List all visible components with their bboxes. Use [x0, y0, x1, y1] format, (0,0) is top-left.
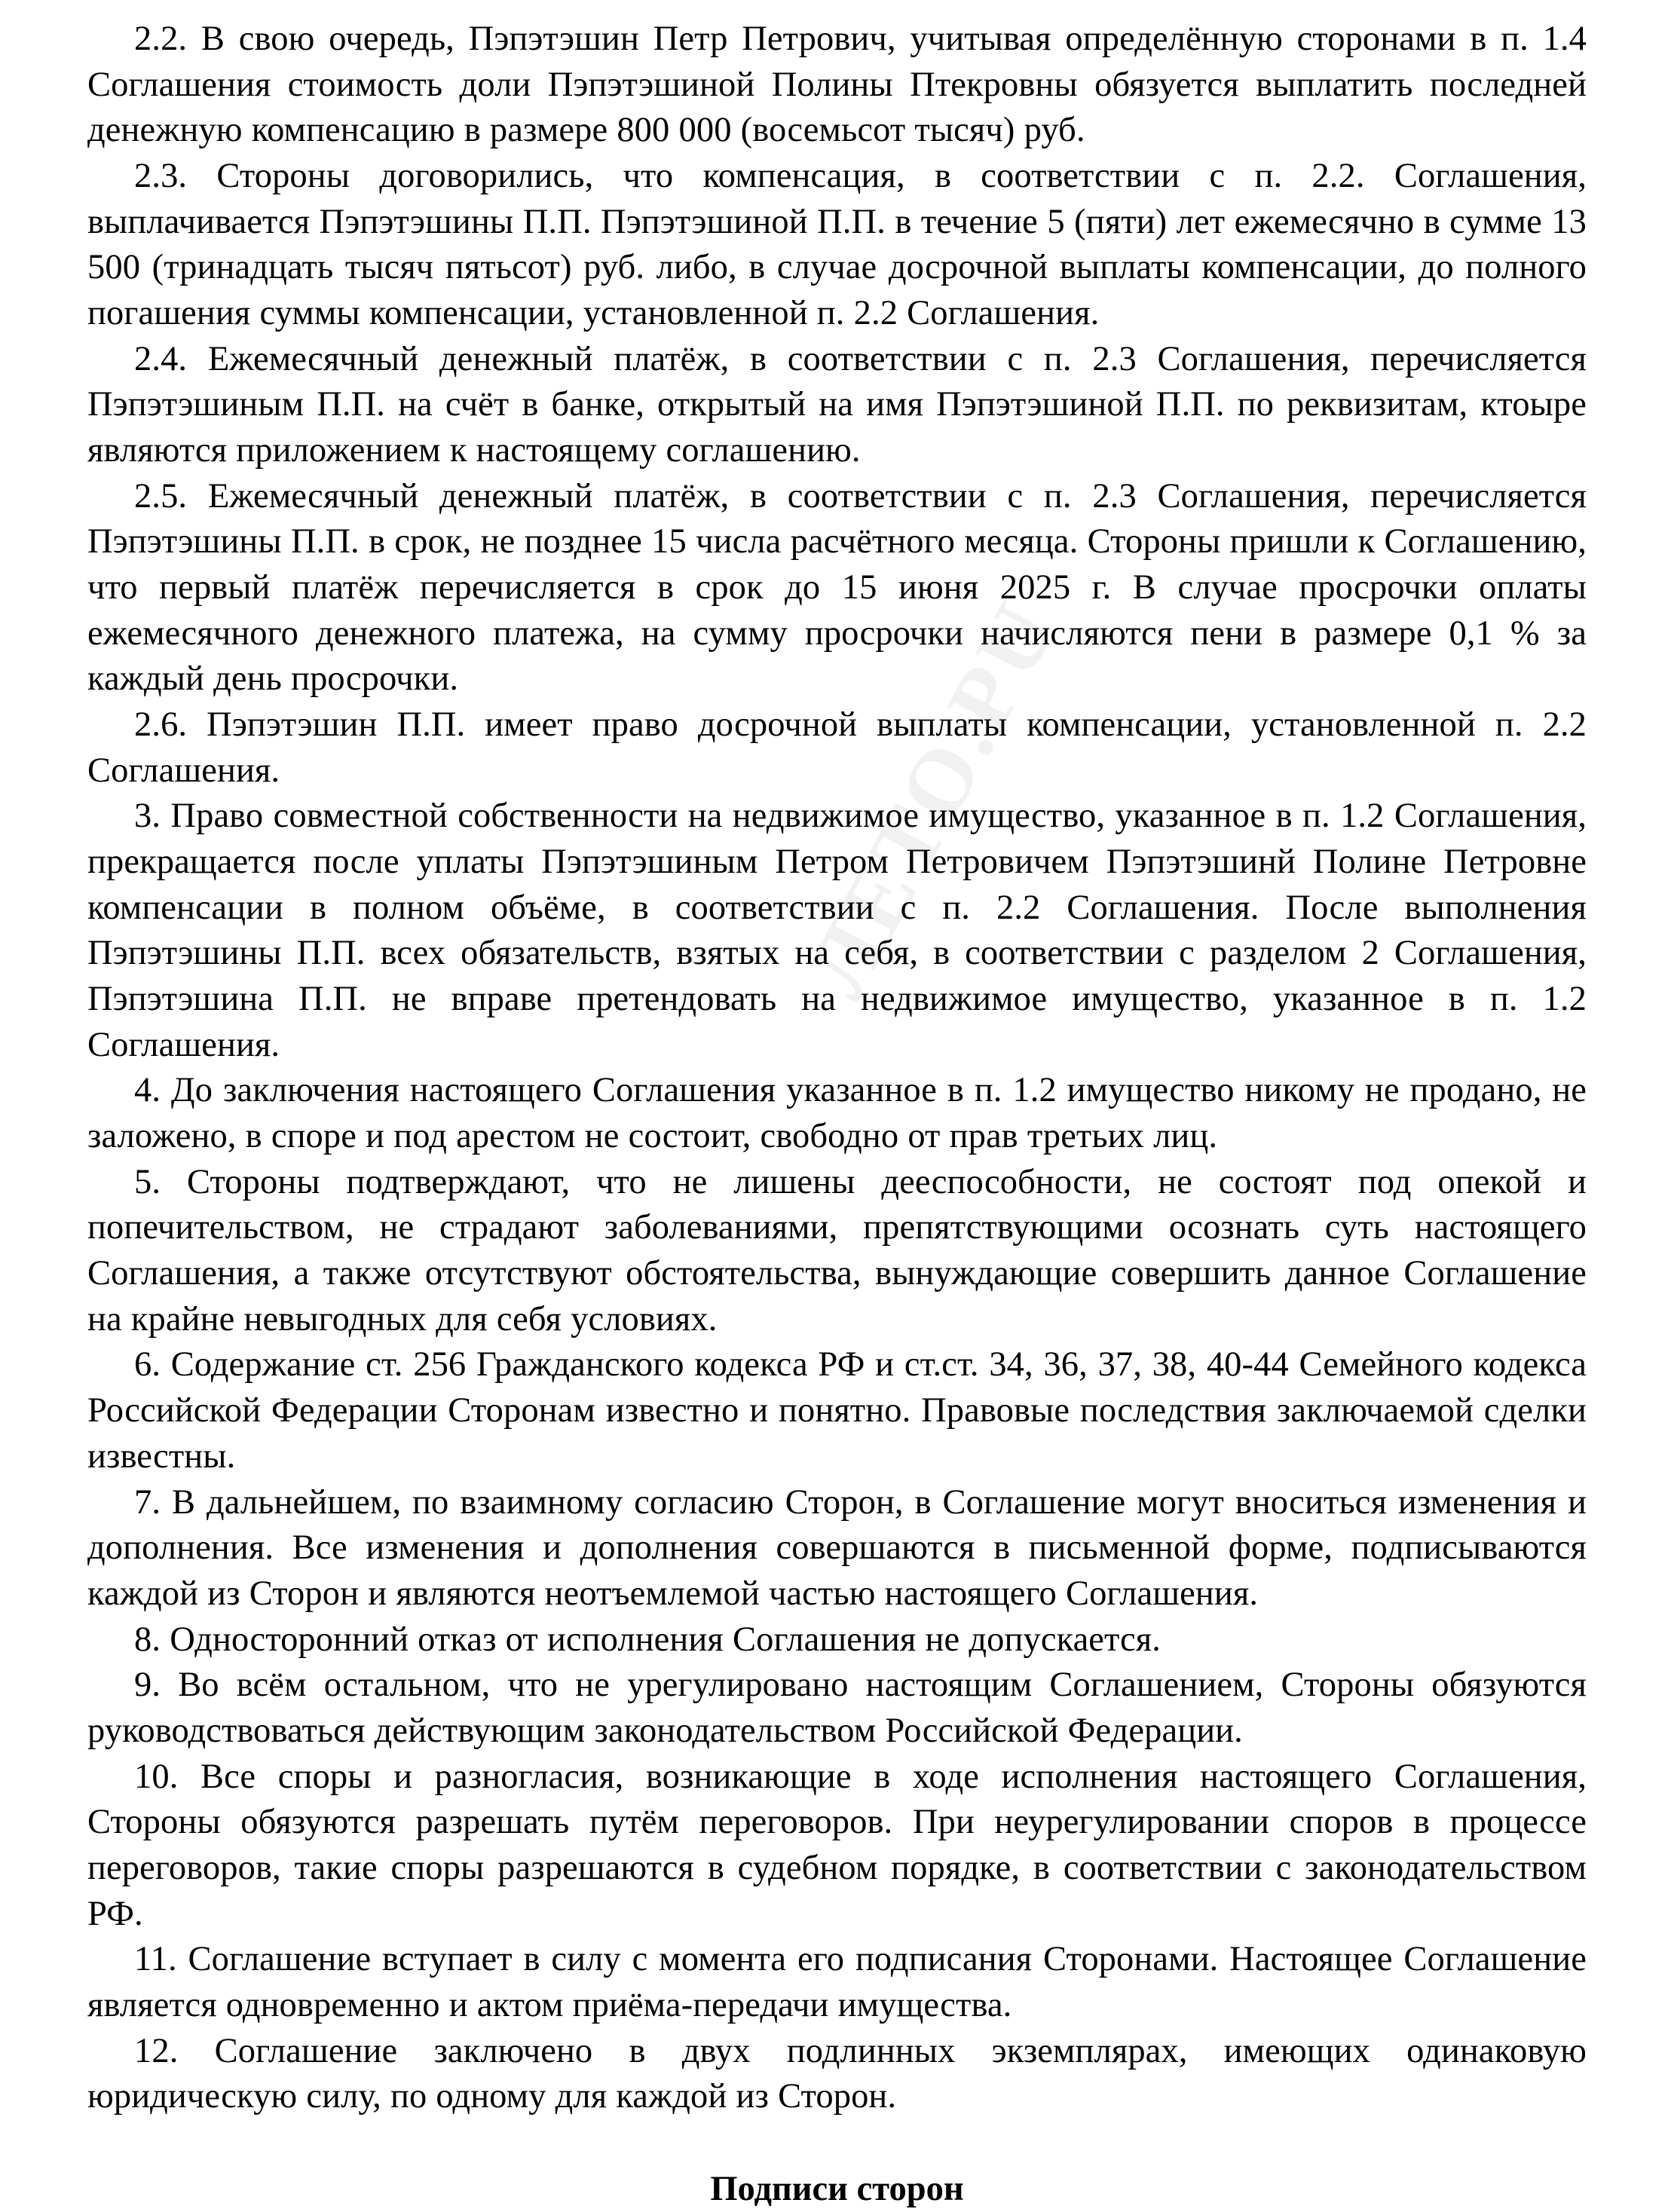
paragraph-2-2: 2.2. В свою очередь, Пэпэтэшин Петр Петрович, учитывая определённую сторонами в п. 1.4 Соглашения стоимость доли Пэпэтэшиной Полины Птекровны обязуется выплатить последней денежную компенсацию в размере 800 000 (восемьсот тысяч) руб. [87, 20, 1587, 150]
paragraph-8: 8. Односторонний отказ от исполнения Соглашения не допускается. [134, 1620, 1161, 1659]
paragraph-9: 9. Во всём остальном, что не урегулировано настоящим Соглашением, Стороны обязуются руководствоваться действующим законодательством Российской Федерации. [87, 1666, 1587, 1750]
paragraph-2-4: 2.4. Ежемесячный денежный платёж, в соответствии с п. 2.3 Соглашения, перечисляется Пэпэтэшиным П.П. на счёт в банке, открытый на имя Пэпэтэшиной П.П. по реквизитам, ктоыре являются приложением к настоящему соглашению. [87, 339, 1587, 470]
signatures-heading: Подписи сторон [710, 2169, 964, 2208]
watermark-text: ЛЕТО.РU [785, 583, 1077, 1013]
paragraph-4: 4. До заключения настоящего Соглашения указанное в п. 1.2 имущество никому не продано, не заложено, в споре и под арестом не состоит, свободно от прав третьих лиц. [87, 1071, 1587, 1156]
paragraph-6: 6. Содержание ст. 256 Гражданского кодекса РФ и ст.ст. 34, 36, 37, 38, 40-44 Семейного кодекса Российской Федерации Сторонам известно и понятно. Правовые последствия заключаемой сделки известны. [87, 1345, 1587, 1476]
paragraph-12: 12. Соглашение заключено в двух подлинных экземплярах, имеющих одинаковую юридическую силу, по одному для каждой из Сторон. [87, 2031, 1587, 2116]
paragraph-10: 10. Все споры и разногласия, возникающие в ходе исполнения настоящего Соглашения, Стороны обязуются разрешать путём переговоров. При неурегулировании споров в процессе переговоров, такие споры разрешаются в судебном порядке, в соответствии с законодательством РФ. [87, 1757, 1587, 1933]
paragraph-3: 3. Право совместной собственности на недвижимое имущество, указанное в п. 1.2 Соглашения, прекращается после уплаты Пэпэтэшиным Петром Петровичем Пэпэтэшинй Полине Петровне компенсации в полном объёме, в соответствии с п. 2.2 Соглашения. После выполнения Пэпэтэшины П.П. всех обязательств, взятых на себя, в соответствии с разделом 2 Соглашения, Пэпэтэшина П.П. не вправе претендовать на недвижимое имущество, указанное в п. 1.2 Соглашения. [87, 797, 1587, 1064]
paragraph-7: 7. В дальнейшем, по взаимному согласию Сторон, в Соглашение могут вноситься изменения и дополнения. Все изменения и дополнения совершаются в письменной форме, подписываются каждой из Сторон и являются неотъемлемой частью настоящего Соглашения. [87, 1482, 1587, 1613]
paragraph-2-5: 2.5. Ежемесячный денежный платёж, в соответствии с п. 2.3 Соглашения, перечисляется Пэпэтэшины П.П. в срок, не позднее 15 числа расчётного месяца. Стороны пришли к Соглашению, что первый платёж перечисляется в срок до 15 июня 2025 г. В случае просрочки оплаты ежемесячного денежного платежа, на сумму просрочки начисляются пени в размере 0,1 % за каждый день просрочки. [87, 476, 1587, 699]
paragraph-11: 11. Соглашение вступает в силу с момента его подписания Сторонами. Настоящее Соглашение является одновременно и актом приёма-передачи имущества. [87, 1940, 1587, 2024]
paragraph-2-3: 2.3. Стороны договорились, что компенсация, в соответствии с п. 2.2. Соглашения, выплачивается Пэпэтэшины П.П. Пэпэтэшиной П.П. в течение 5 (пяти) лет ежемесячно в сумме 13 500 (тринадцать тысяч пятьсот) руб. либо, в случае досрочной выплаты компенсации, до полного погашения суммы компенсации, установленной п. 2.2 Соглашения. [87, 157, 1587, 333]
paragraph-2-6: 2.6. Пэпэтэшин П.П. имеет право досрочной выплаты компенсации, установленной п. 2.2 Соглашения. [87, 705, 1587, 790]
paragraph-5: 5. Стороны подтверждают, что не лишены дееспособности, не состоят под опекой и попечительством, не страдают заболеваниями, препятствующими осознать суть настоящего Соглашения, а также отсутствуют обстоятельства, вынуждающие совершить данное Соглашение на крайне невыгодных для себя условиях. [87, 1162, 1587, 1339]
